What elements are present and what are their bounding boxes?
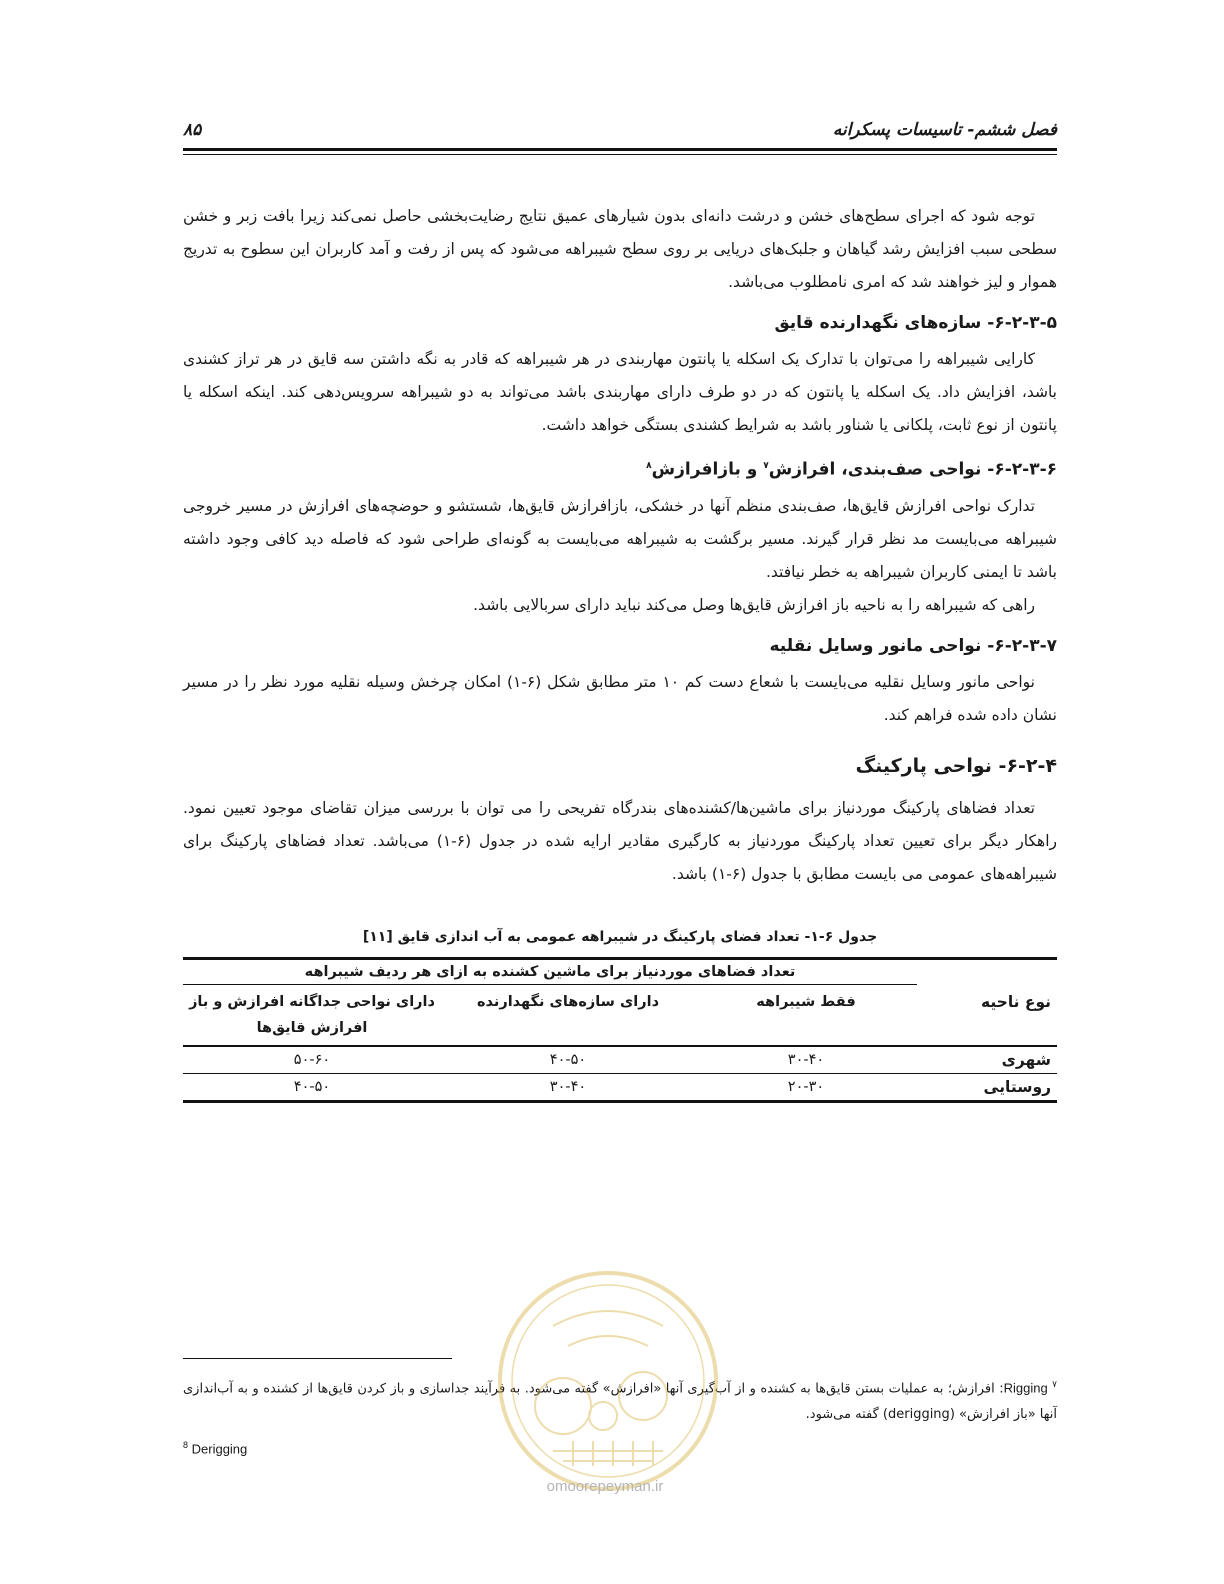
table-cell: ۴۰-۵۰ [183,1073,441,1101]
watermark-logo-icon [493,1266,723,1496]
heading-vehicle-maneuver: ۶-۲-۳-۷- نواحی مانور وسایل نقلیه [769,635,1057,656]
group-header: تعداد فضاهای موردنیاز برای ماشین کشنده به ازای هر ردیف شیبراهه [183,958,917,984]
paragraph-surface-texture: توجه شود که اجرای سطح‌های خشن و درشت دانه‌ای بدون شیارهای عمیق نتایج رضایت‌بخشی حاصل نمی‌کند زیرا بافت زبر و خشن سطحی سبب افزایش رشد گیاهان و جلبک‌های دریایی بر روی سطح شیبراهه می‌شود که پس از رفت و آمد کاربران این سطوح به تدریج هموار و لیز خواهند شد که امری نامطلوب می‌باشد. [183,207,1057,291]
column-header: دارای نواحی جداگانه افرازش و باز افرازش قایق‌ها [183,984,441,1046]
row-label: شهری [917,1046,1057,1074]
watermark-url: omoorepeyman.ir [546,1478,664,1495]
column-header: دارای سازه‌های نگهدارنده [441,984,695,1046]
table-header-row [183,958,1057,984]
footnote-8-mark: 8 [183,1440,189,1451]
paragraph-derigging-road: راهی که شیبراهه را به ناحیه باز افرازش قایق‌ها وصل می‌کند نباید دارای سربالایی باشد. [473,595,1035,614]
heading-rigging-areas [183,448,1057,488]
header-rule-thin [183,154,1057,155]
row-label: روستایی [917,1073,1057,1101]
heading-rigging-part-a: ۶-۲-۳-۶- نواحی صف‌بندی، افرازش [768,459,1057,480]
table-row [183,1046,1057,1074]
footnote-ref-8: ۸ [646,461,652,471]
table-cell: ۲۰-۳۰ [695,1073,917,1101]
heading-parking-areas: ۶-۲-۴- نواحی پارکینگ [855,754,1057,777]
paragraph-holding-structures: کارایی شیبراهه را می‌توان با تدارک یک اسکله یا پانتون مهاربندی در هر شیبراهه که قادر به نگه داشتن سه قایق در هر تراز کشندی باشد، افزایش داد. یک اسکله یا پانتون که در دو طرف دارای مهاربندی باشد می‌تواند به دو شیبراهه سرویس‌دهی کند. اینکه اسکله یا پانتون از نوع ثابت، پلکانی یا شناور باشد به شرایط کشندی بستگی خواهد داشت. [183,350,1057,434]
table-cell: ۳۰-۴۰ [441,1073,695,1101]
footnote-ref-7: ۷ [763,461,769,471]
chapter-title: فصل ششم- تاسیسات پسکرانه [832,120,1057,140]
page-header [183,120,1057,150]
footnote-7-mark: ۷ [1052,1380,1058,1390]
heading-boat-holding-structures: ۶-۲-۳-۵- سازه‌های نگهدارنده قایق [774,313,1057,333]
paragraph-vehicle-maneuver: نواحی مانور وسایل نقلیه می‌بایست با شعاع دست کم ۱۰ متر مطابق شکل (۶-۱) امکان چرخش وسیله نقلیه مورد نظر را در مسیر نشان داده شده فراهم کند. [183,672,1057,724]
column-header: فقط شیبراهه [695,984,917,1046]
main-content [183,200,1057,1103]
table-cell: ۵۰-۶۰ [183,1046,441,1074]
footnote-8-text: Derigging [188,1441,248,1457]
paragraph-parking: تعداد فضاهای پارکینگ موردنیاز برای ماشین‌ها/کشنده‌های بندرگاه تفریحی را می توان با بررسی میزان تقاضای موجود تعیین نمود. راهکار دیگر برای تعیین تعداد پارکینگ موردنیاز به کارگیری مقادیر ارایه شده در جدول (۶-۱) می‌باشد. تعداد فضاهای پارکینگ برای شیبراهه‌های عمومی می بایست مطابق با جدول (۶-۱) باشد. [183,798,1058,883]
table-row [183,1073,1057,1101]
parking-table [183,957,1057,1103]
footnote-7-text: : افرازش؛ به عملیات بستن قایق‌ها به کشنده و از آب‌گیری آنها «افرازش» گفته می‌شود. به فرآیند جداسازی و باز کردن قایق‌ها از کشنده و به آب‌اندازی آنها «باز افرازش» (derigging) گفته می‌شود. [183,1381,1057,1423]
footnote-7-term: Rigging [1003,1380,1048,1396]
paragraph-rigging-areas: تدارک نواحی افرازش قایق‌ها، صف‌بندی منظم آنها در خشکی، بازافرازش قایق‌ها، شستشو و حوضچه‌های افرازش در مسیر خروجی شیبراهه می‌بایست مد نظر قرار گیرند. مسیر برگشت به شیبراهه می‌بایست به گونه‌ای طراحی شود که فاصله دید کافی وجود داشته باشد تا ایمنی کاربران شیبراهه به خطر نیافتد. [183,496,1057,581]
footnote-separator [183,1358,452,1359]
row-type-header: نوع ناحیه [917,958,1057,1046]
table-caption: جدول ۶-۱- تعداد فضای پارکینگ در شیبراهه عمومی به آب اندازی قایق [۱۱] [362,928,878,945]
table-cell: ۴۰-۵۰ [441,1046,695,1074]
table-cell: ۳۰-۴۰ [695,1046,917,1074]
header-rule [183,148,1057,151]
page-number: ۸۵ [183,120,202,140]
heading-rigging-part-b: و بازافرازش [651,459,764,480]
